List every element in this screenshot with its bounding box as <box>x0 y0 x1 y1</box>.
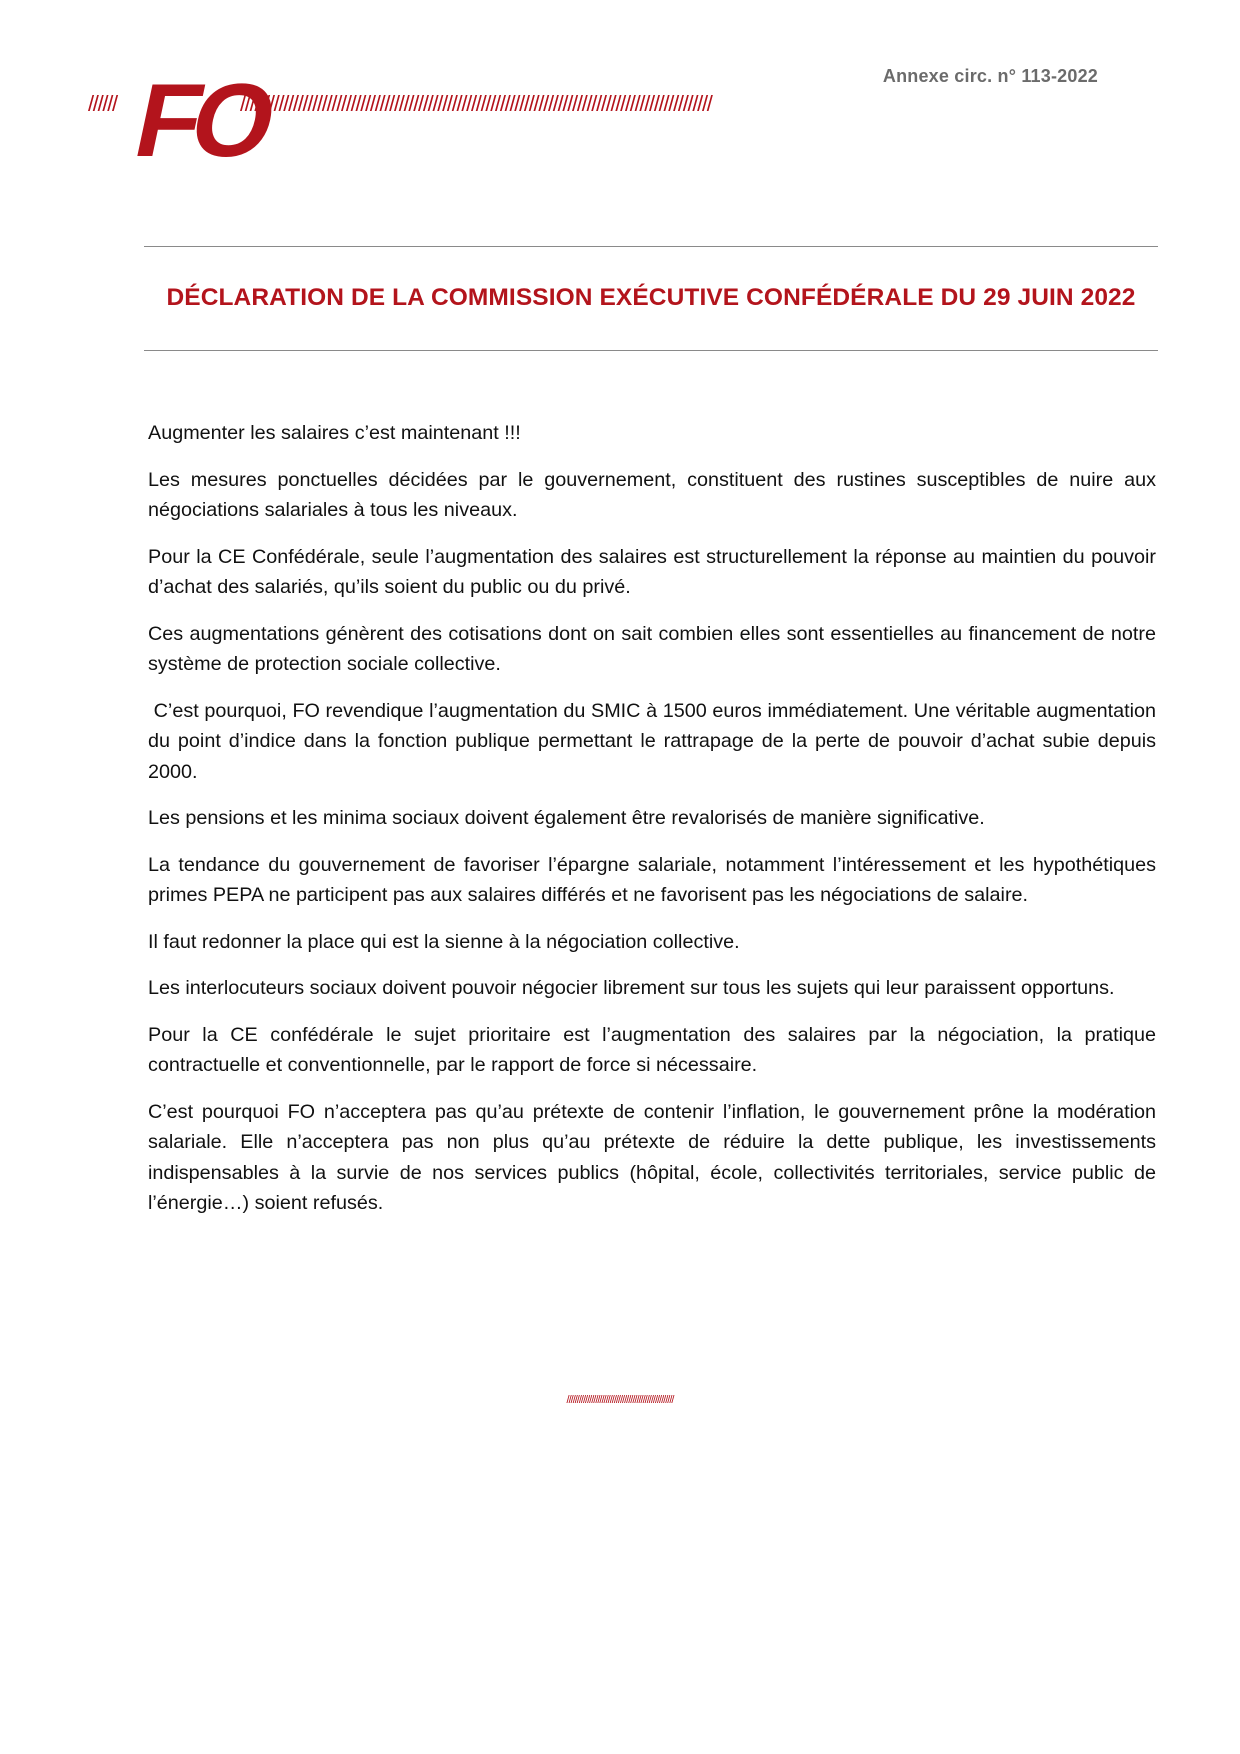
paragraph: Pour la CE Confédérale, seule l’augmentation des salaires est structurellement la réponse au maintien du pouvoir d’achat des salariés, qu’ils soient du public ou du privé. <box>148 545 1156 598</box>
fo-logo <box>125 63 279 179</box>
header-hatch-right: ////////////////////////////////////////////////////////////////////////////////////////////////// <box>240 91 712 116</box>
fo-logo-text: FO <box>125 63 279 179</box>
paragraph: La tendance du gouvernement de favoriser l’épargne salariale, notamment l’intéressement et les hypothétiques primes PEPA ne participent pas aux salaires différés et ne favorisent pas les négociations de salaire. <box>148 853 1156 906</box>
paragraph: C’est pourquoi, FO revendique l’augmentation du SMIC à 1500 euros immédiatement. Une véritable augmentation du point d’indice dans la fonction publique permettant le rattrapage de la perte de pouvoir d’achat subie depuis 2000. <box>148 699 1162 783</box>
document-title: DÉCLARATION DE LA COMMISSION EXÉCUTIVE CONFÉDÉRALE DU 29 JUIN 2022 <box>166 284 1136 311</box>
declaration-body <box>148 418 1162 1235</box>
paragraph: Il faut redonner la place qui est la sienne à la négociation collective. <box>148 930 740 953</box>
paragraph: C’est pourquoi FO n’acceptera pas qu’au prétexte de contenir l’inflation, le gouvernement prône la modération salariale. Elle n’acceptera pas non plus qu’au prétexte de réduire la dette publique, les investissements indispensables à la survie de nos services publics (hôpital, école, collectivités territoriales, service public de l’énergie…) soient refusés. <box>148 1100 1156 1214</box>
end-of-document-mark: //////////////////////////////////////////////////// <box>566 1394 674 1406</box>
paragraph: Pour la CE confédérale le sujet prioritaire est l’augmentation des salaires par la négociation, la pratique contractuelle et conventionnelle, par le rapport de force si nécessaire. <box>148 1023 1156 1076</box>
paragraph: Les interlocuteurs sociaux doivent pouvoir négocier librement sur tous les sujets qui leur paraissent opportuns. <box>148 977 1115 999</box>
title-rule-bottom <box>144 350 1158 351</box>
paragraph: Ces augmentations génèrent des cotisations dont on sait combien elles sont essentielles au financement de notre système de protection sociale collective. <box>148 622 1156 675</box>
header-hatch-left: ////// <box>88 91 117 116</box>
paragraph: Augmenter les salaires c’est maintenant !!! <box>148 422 521 444</box>
paragraph: Les pensions et les minima sociaux doivent également être revalorisés de manière significative. <box>148 807 985 829</box>
title-rule-top <box>144 246 1158 247</box>
paragraph: Les mesures ponctuelles décidées par le gouvernement, constituent des rustines susceptibles de nuire aux négociations salariales à tous les niveaux. <box>148 468 1156 521</box>
annex-reference: Annexe circ. n° 113-2022 <box>882 66 1098 86</box>
